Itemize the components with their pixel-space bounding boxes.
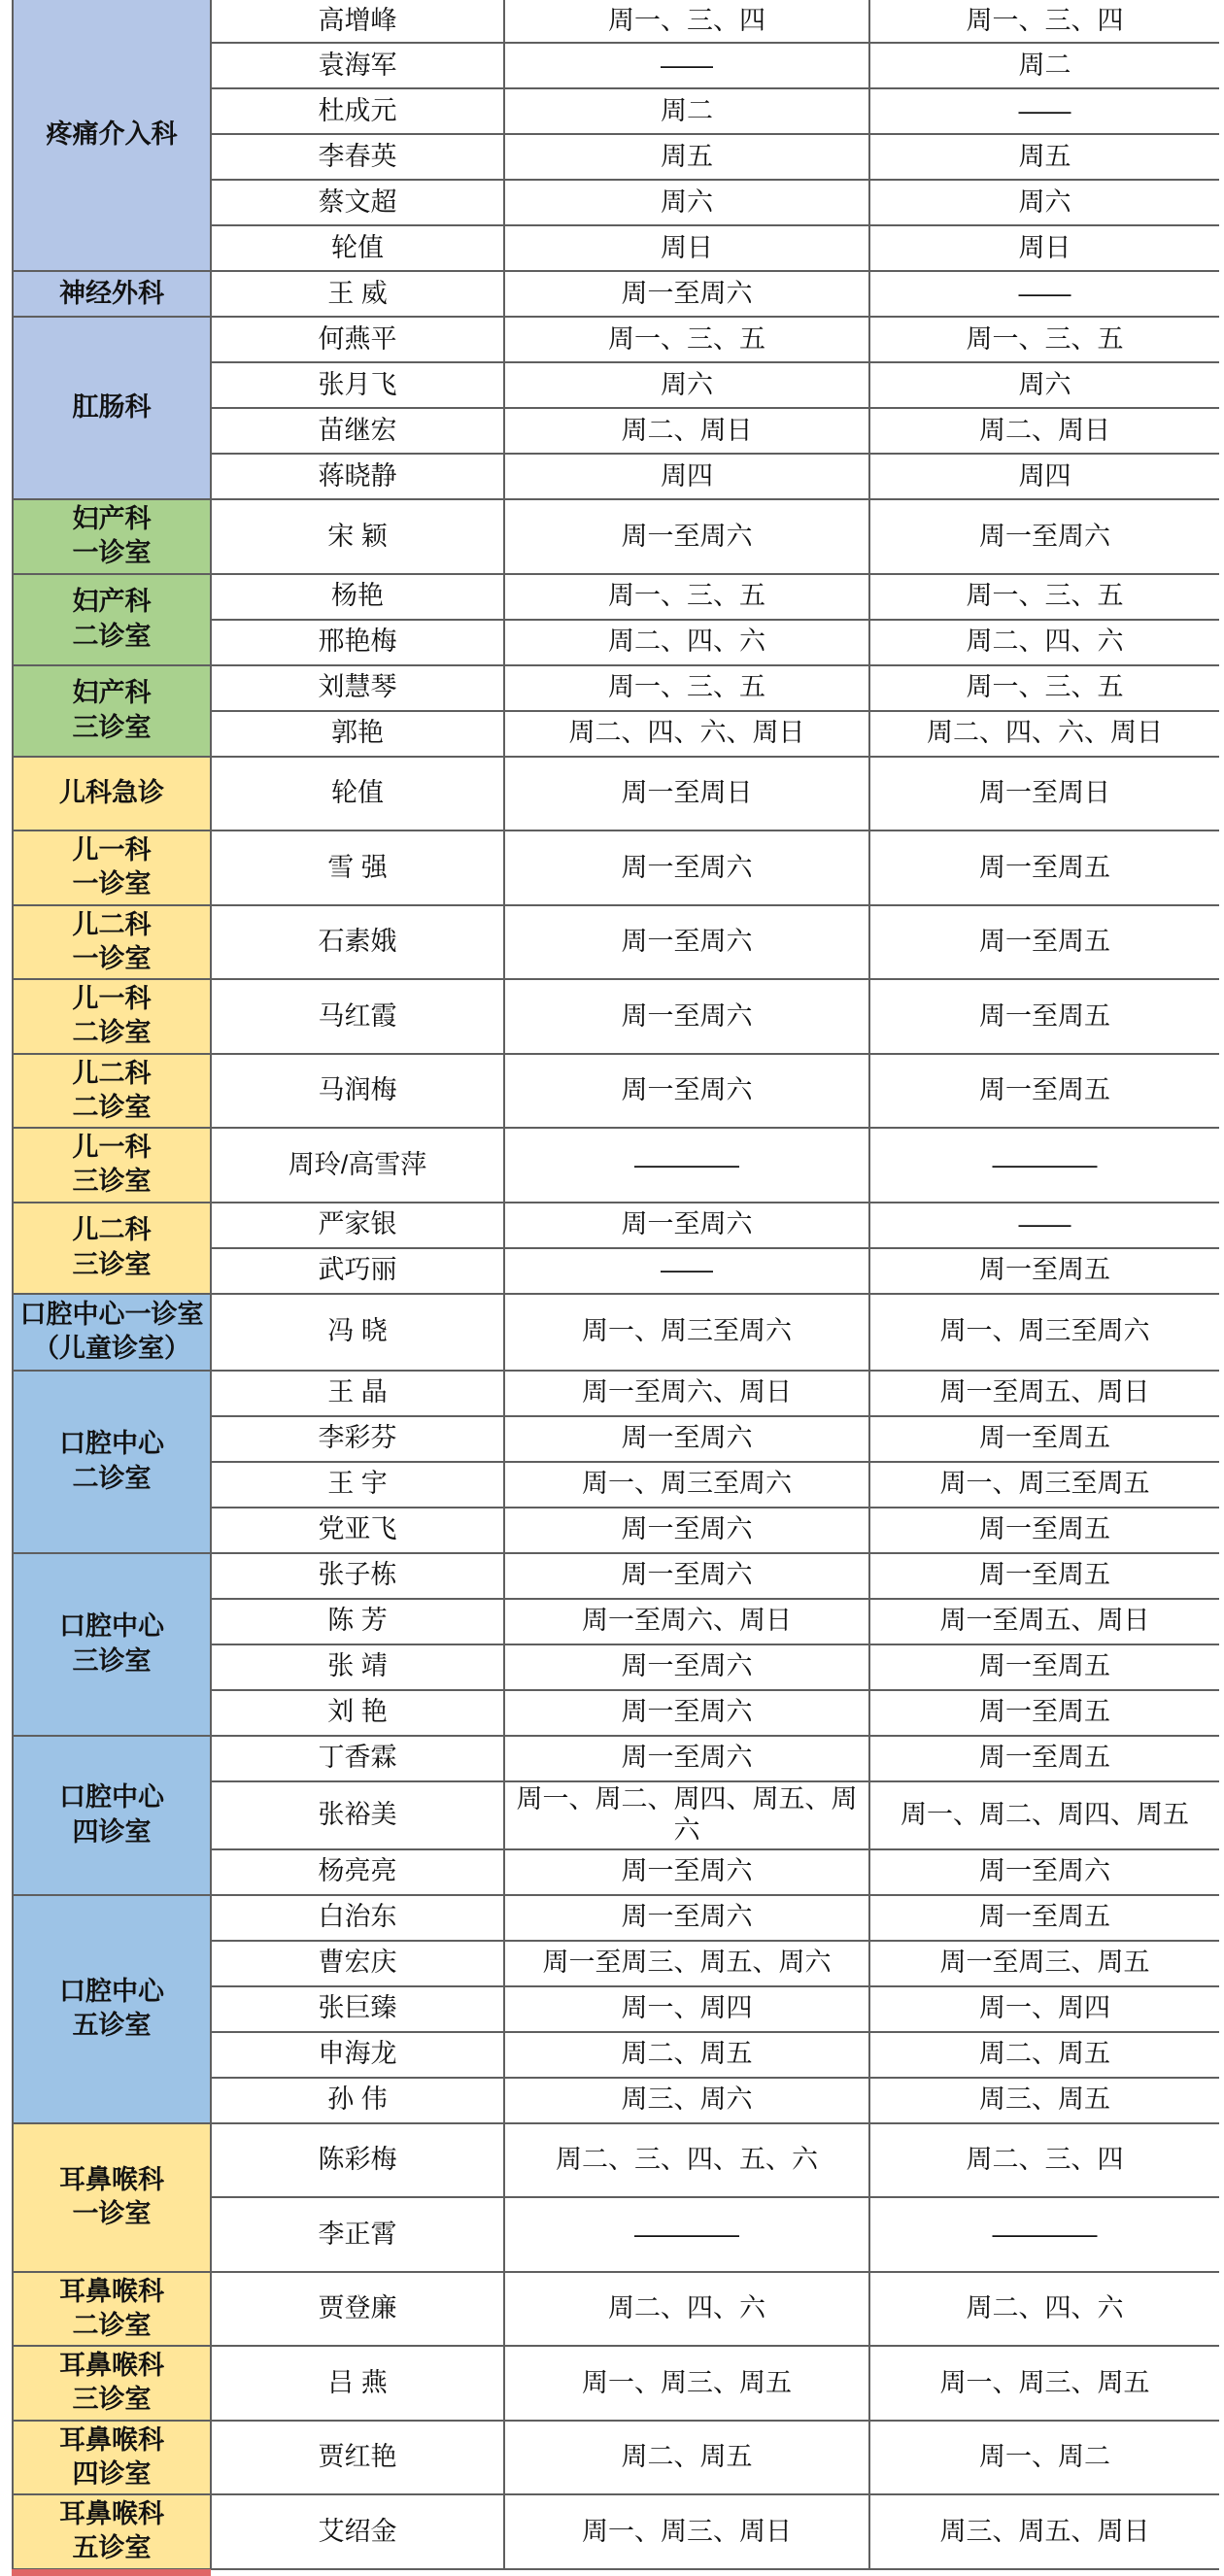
- table-row: [13, 499, 1219, 574]
- schedule-cell-2: 周一至周日: [869, 757, 1219, 831]
- department-cell: 妇产科 三诊室: [13, 665, 211, 757]
- schedule-cell-1: 周二、周五: [504, 2421, 869, 2495]
- schedule-cell-2: 周二、四、六、周日: [869, 711, 1219, 757]
- schedule-cell-1: 周二、周五: [504, 2032, 869, 2078]
- schedule-cell-1: 周一至周日: [504, 757, 869, 831]
- schedule-cell-2: 周一至周五: [869, 1416, 1219, 1462]
- schedule-cell-1: 周二、周日: [504, 408, 869, 454]
- schedule-cell-1: 周二、四、六、周日: [504, 711, 869, 757]
- schedule-cell-1: 周一至周六: [504, 1203, 869, 1248]
- department-cell: 疼痛介入科: [13, 0, 211, 271]
- department-cell: 儿一科 二诊室: [13, 979, 211, 1054]
- schedule-cell-1: 周一至周六: [504, 1690, 869, 1736]
- schedule-cell-1: 周一至周六: [504, 979, 869, 1054]
- schedule-cell-1: 周一、周四: [504, 1986, 869, 2032]
- schedule-cell-1: 周一至周六: [504, 905, 869, 980]
- schedule-cell-1: ————: [504, 2197, 869, 2272]
- schedule-cell-1: 周二: [504, 88, 869, 134]
- schedule-cell-1: 周六: [504, 362, 869, 408]
- table-row: [13, 2123, 1219, 2198]
- schedule-cell-2: 周六: [869, 362, 1219, 408]
- department-cell: 口腔中心 五诊室: [13, 1895, 211, 2123]
- schedule-cell-2: 周一至周六: [869, 499, 1219, 574]
- table-row: [13, 1371, 1219, 1416]
- table-row: [13, 905, 1219, 980]
- doctor-name-cell: 杨艳: [211, 574, 504, 620]
- doctor-name-cell: 马润梅: [211, 1054, 504, 1129]
- doctor-name-cell: 张子栋: [211, 1553, 504, 1599]
- schedule-cell-1: 周一至周六: [504, 830, 869, 905]
- schedule-cell-2: ——: [869, 1203, 1219, 1248]
- department-cell: 儿二科 一诊室: [13, 905, 211, 980]
- schedule-cell-1: 周一至周六: [504, 1508, 869, 1553]
- table-row: [13, 757, 1219, 831]
- schedule-cell-2: 周一至周五: [869, 979, 1219, 1054]
- schedule-cell-2: 周一至周五: [869, 905, 1219, 980]
- schedule-cell-1: 周一至周六: [504, 1416, 869, 1462]
- department-cell: 口腔中心 三诊室: [13, 1553, 211, 1736]
- schedule-cell-2: 周三、周五: [869, 2078, 1219, 2123]
- schedule-cell-2: 周一、周二: [869, 2421, 1219, 2495]
- doctor-name-cell: 白治东: [211, 1895, 504, 1941]
- schedule-cell-1: 周一、三、四: [504, 0, 869, 43]
- schedule-cell-2: 周二、周五: [869, 2032, 1219, 2078]
- schedule-cell-1: 周一至周三、周五、周六: [504, 1941, 869, 1986]
- doctor-name-cell: 张裕美: [211, 1781, 504, 1849]
- schedule-cell-2: ————: [869, 2197, 1219, 2272]
- doctor-name-cell: 张月飞: [211, 362, 504, 408]
- doctor-name-cell: 陈彩梅: [211, 2123, 504, 2198]
- schedule-cell-1: 周一至周六、周日: [504, 1599, 869, 1644]
- doctor-name-cell: 党亚飞: [211, 1508, 504, 1553]
- doctor-name-cell: 石素娥: [211, 905, 504, 980]
- table-row: [13, 665, 1219, 711]
- table-row: [13, 1128, 1219, 1203]
- doctor-name-cell: 袁海军: [211, 43, 504, 88]
- schedule-cell-1: 周三、周六: [504, 2078, 869, 2123]
- doctor-name-cell: 严家银: [211, 1203, 504, 1248]
- schedule-cell-2: 周一、周三至周六: [869, 1294, 1219, 1371]
- schedule-cell-2: ——: [869, 88, 1219, 134]
- schedule-cell-2: 周二、四、六: [869, 2272, 1219, 2347]
- schedule-cell-1: 周四: [504, 454, 869, 499]
- doctor-name-cell: 曹宏庆: [211, 1941, 504, 1986]
- schedule-cell-1: 周日: [504, 225, 869, 271]
- schedule-cell-1: 周一至周六: [504, 1736, 869, 1781]
- table-row: [13, 317, 1219, 362]
- table-row: [13, 0, 1219, 43]
- doctor-name-cell: 马红霞: [211, 979, 504, 1054]
- doctor-name-cell: 何燕平: [211, 317, 504, 362]
- department-cell: 耳鼻喉科 四诊室: [13, 2421, 211, 2495]
- schedule-cell-2: 周一至周三、周五: [869, 1941, 1219, 1986]
- schedule-cell-1: 周二、三、四、五、六: [504, 2123, 869, 2198]
- schedule-sheet: [12, 0, 1219, 2576]
- doctor-name-cell: 李正霄: [211, 2197, 504, 2272]
- doctor-name-cell: 王 宇: [211, 1462, 504, 1508]
- doctor-name-cell: 周玲/高雪萍: [211, 1128, 504, 1203]
- doctor-name-cell: 武巧丽: [211, 1248, 504, 1294]
- table-row: [13, 1895, 1219, 1941]
- schedule-table-body: [13, 0, 1219, 2569]
- schedule-cell-1: 周五: [504, 134, 869, 180]
- schedule-cell-2: 周一至周五: [869, 1054, 1219, 1129]
- table-row: [13, 1553, 1219, 1599]
- schedule-cell-2: 周一、三、五: [869, 665, 1219, 711]
- doctor-name-cell: 刘 艳: [211, 1690, 504, 1736]
- schedule-cell-2: 周一至周五、周日: [869, 1371, 1219, 1416]
- doctor-name-cell: 苗继宏: [211, 408, 504, 454]
- schedule-cell-1: 周一至周六: [504, 1644, 869, 1690]
- schedule-cell-2: 周二、周日: [869, 408, 1219, 454]
- table-row: [13, 2346, 1219, 2421]
- department-cell: 耳鼻喉科 三诊室: [13, 2346, 211, 2421]
- department-cell: 耳鼻喉科 二诊室: [13, 2272, 211, 2347]
- cut-off-row: [12, 2569, 211, 2576]
- table-row: [13, 271, 1219, 317]
- schedule-cell-1: ——: [504, 1248, 869, 1294]
- schedule-cell-1: ——: [504, 43, 869, 88]
- schedule-cell-1: 周一、周三、周五: [504, 2346, 869, 2421]
- schedule-cell-1: 周一至周六: [504, 499, 869, 574]
- schedule-cell-1: 周六: [504, 180, 869, 225]
- table-row: [13, 979, 1219, 1054]
- department-cell: 儿二科 二诊室: [13, 1054, 211, 1129]
- schedule-cell-2: 周二: [869, 43, 1219, 88]
- doctor-name-cell: 杨亮亮: [211, 1849, 504, 1895]
- schedule-cell-2: 周一、周三、周五: [869, 2346, 1219, 2421]
- doctor-name-cell: 王 晶: [211, 1371, 504, 1416]
- schedule-cell-1: 周一、周三至周六: [504, 1462, 869, 1508]
- schedule-cell-2: 周五: [869, 134, 1219, 180]
- schedule-cell-2: 周一至周五: [869, 1895, 1219, 1941]
- schedule-cell-2: 周一、周四: [869, 1986, 1219, 2032]
- schedule-cell-2: 周六: [869, 180, 1219, 225]
- schedule-cell-2: 周一至周五、周日: [869, 1599, 1219, 1644]
- schedule-cell-1: 周一至周六: [504, 1054, 869, 1129]
- doctor-name-cell: 冯 晓: [211, 1294, 504, 1371]
- schedule-cell-2: 周一至周五: [869, 830, 1219, 905]
- schedule-cell-1: 周一、三、五: [504, 574, 869, 620]
- doctor-name-cell: 孙 伟: [211, 2078, 504, 2123]
- department-cell: 口腔中心一诊室 （儿童诊室）: [13, 1294, 211, 1371]
- department-cell: 儿一科 一诊室: [13, 830, 211, 905]
- department-cell: 肛肠科: [13, 317, 211, 499]
- schedule-cell-2: 周二、四、六: [869, 620, 1219, 665]
- doctor-name-cell: 艾绍金: [211, 2494, 504, 2569]
- table-row: [13, 2494, 1219, 2569]
- schedule-cell-2: 周三、周五、周日: [869, 2494, 1219, 2569]
- doctor-name-cell: 王 威: [211, 271, 504, 317]
- table-row: [13, 1203, 1219, 1248]
- department-cell: 神经外科: [13, 271, 211, 317]
- schedule-cell-2: 周一至周五: [869, 1690, 1219, 1736]
- schedule-cell-2: 周四: [869, 454, 1219, 499]
- table-row: [13, 574, 1219, 620]
- table-row: [13, 1294, 1219, 1371]
- schedule-cell-1: 周一、周三、周日: [504, 2494, 869, 2569]
- schedule-cell-1: 周一、三、五: [504, 665, 869, 711]
- schedule-cell-2: 周一至周五: [869, 1248, 1219, 1294]
- doctor-name-cell: 吕 燕: [211, 2346, 504, 2421]
- doctor-name-cell: 张巨臻: [211, 1986, 504, 2032]
- schedule-cell-2: ————: [869, 1128, 1219, 1203]
- doctor-name-cell: 轮值: [211, 225, 504, 271]
- doctor-name-cell: 宋 颖: [211, 499, 504, 574]
- department-cell: 口腔中心 四诊室: [13, 1736, 211, 1895]
- doctor-name-cell: 蔡文超: [211, 180, 504, 225]
- schedule-cell-1: ————: [504, 1128, 869, 1203]
- department-cell: 儿科急诊: [13, 757, 211, 831]
- doctor-name-cell: 张 靖: [211, 1644, 504, 1690]
- doctor-name-cell: 李彩芬: [211, 1416, 504, 1462]
- doctor-name-cell: 刘慧琴: [211, 665, 504, 711]
- schedule-cell-1: 周一、周三至周六: [504, 1294, 869, 1371]
- schedule-cell-2: 周二、三、四: [869, 2123, 1219, 2198]
- doctor-name-cell: 贾红艳: [211, 2421, 504, 2495]
- department-cell: 耳鼻喉科 一诊室: [13, 2123, 211, 2272]
- schedule-cell-2: 周一、三、四: [869, 0, 1219, 43]
- doctor-name-cell: 贾登廉: [211, 2272, 504, 2347]
- doctor-name-cell: 杜成元: [211, 88, 504, 134]
- doctor-name-cell: 邢艳梅: [211, 620, 504, 665]
- schedule-cell-1: 周一至周六: [504, 1553, 869, 1599]
- schedule-table: [12, 0, 1219, 2570]
- schedule-cell-1: 周一、三、五: [504, 317, 869, 362]
- schedule-cell-2: 周日: [869, 225, 1219, 271]
- department-cell: 口腔中心 二诊室: [13, 1371, 211, 1553]
- schedule-cell-1: 周一、周二、周四、周五、周六: [504, 1781, 869, 1849]
- doctor-name-cell: 丁香霖: [211, 1736, 504, 1781]
- table-row: [13, 2421, 1219, 2495]
- doctor-name-cell: 申海龙: [211, 2032, 504, 2078]
- schedule-cell-2: 周一至周五: [869, 1736, 1219, 1781]
- schedule-cell-1: 周二、四、六: [504, 620, 869, 665]
- schedule-cell-1: 周一至周六: [504, 1895, 869, 1941]
- department-cell: 儿二科 三诊室: [13, 1203, 211, 1294]
- table-row: [13, 2272, 1219, 2347]
- schedule-cell-2: 周一、周三至周五: [869, 1462, 1219, 1508]
- doctor-name-cell: 轮值: [211, 757, 504, 831]
- doctor-name-cell: 李春英: [211, 134, 504, 180]
- doctor-name-cell: 高增峰: [211, 0, 504, 43]
- schedule-cell-2: 周一至周五: [869, 1508, 1219, 1553]
- schedule-cell-2: 周一至周五: [869, 1553, 1219, 1599]
- schedule-cell-2: 周一、三、五: [869, 317, 1219, 362]
- doctor-name-cell: 雪 强: [211, 830, 504, 905]
- schedule-cell-1: 周一至周六: [504, 271, 869, 317]
- doctor-name-cell: 蒋晓静: [211, 454, 504, 499]
- schedule-cell-2: 周一、周二、周四、周五: [869, 1781, 1219, 1849]
- doctor-name-cell: 陈 芳: [211, 1599, 504, 1644]
- schedule-cell-1: 周一至周六、周日: [504, 1371, 869, 1416]
- department-cell: 妇产科 一诊室: [13, 499, 211, 574]
- department-cell: 儿一科 三诊室: [13, 1128, 211, 1203]
- schedule-cell-2: 周一至周五: [869, 1644, 1219, 1690]
- department-cell: 妇产科 二诊室: [13, 574, 211, 665]
- table-row: [13, 1054, 1219, 1129]
- schedule-cell-1: 周一至周六: [504, 1849, 869, 1895]
- department-cell: 耳鼻喉科 五诊室: [13, 2494, 211, 2569]
- table-row: [13, 830, 1219, 905]
- schedule-cell-2: 周一至周六: [869, 1849, 1219, 1895]
- table-row: [13, 1736, 1219, 1781]
- schedule-cell-2: 周一、三、五: [869, 574, 1219, 620]
- schedule-cell-2: ——: [869, 271, 1219, 317]
- schedule-cell-1: 周二、四、六: [504, 2272, 869, 2347]
- doctor-name-cell: 郭艳: [211, 711, 504, 757]
